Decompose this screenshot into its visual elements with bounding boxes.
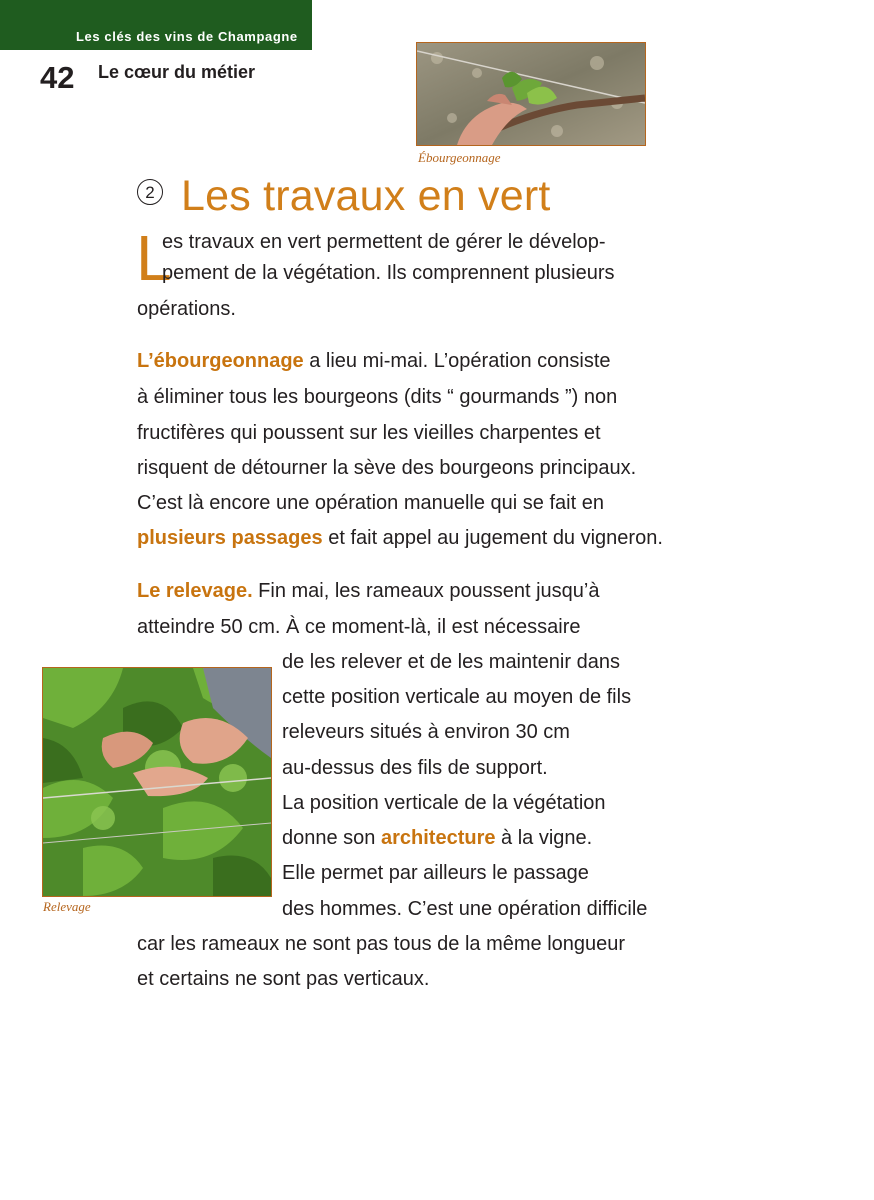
intro-line-3: opérations.	[137, 298, 236, 320]
ebourgeonnage-caption: Ébourgeonnage	[418, 150, 501, 165]
p2-line-6	[137, 521, 663, 556]
p2-line-5: C’est là encore une opération manuelle qui se fait en	[137, 492, 604, 514]
ebourgeonnage-photo	[416, 42, 646, 146]
term-ebourgeonnage: L’ébourgeonnage	[137, 350, 304, 372]
p3-line-8-pre: donne son	[282, 827, 381, 849]
section-title: Le cœur du métier	[98, 62, 256, 82]
p2-line-3: fructifères qui poussent sur les vieilles charpentes et	[137, 422, 601, 444]
p2-line-4: risquent de détourner la sève des bourgeons principaux.	[137, 457, 637, 479]
p3-line-3: de les relever et de les maintenir dans	[282, 651, 620, 673]
term-relevage: Le relevage.	[137, 580, 253, 602]
p3-line-9: Elle permet par ailleurs le passage	[282, 862, 589, 884]
book-title: Les clés des vins de Champagne	[76, 29, 298, 44]
article-title: Les travaux en vert	[181, 172, 551, 220]
p2-line-1-text: a lieu mi-mai. L’opération consiste	[303, 350, 611, 372]
p3-line-5: releveurs situés à environ 30 cm	[282, 721, 570, 743]
header-band	[0, 0, 312, 50]
p3-line-11: car les rameaux ne sont pas tous de la même longueur	[137, 933, 626, 955]
p3-line-1-text: Fin mai, les rameaux poussent jusqu’à	[252, 580, 600, 602]
term-architecture: architecture	[380, 827, 496, 849]
p3-line-8	[282, 821, 592, 856]
p3-line-4: cette position verticale au moyen de fils	[282, 686, 632, 708]
p3-line-10: des hommes. C’est une opération difficile	[282, 898, 648, 920]
relevage-photo	[42, 667, 272, 897]
p2-line-2: à éliminer tous les bourgeons (dits “ gourmands ”) non	[137, 386, 618, 408]
p2-line-1	[137, 344, 611, 379]
p2-line-6-text: et fait appel au jugement du vigneron.	[322, 527, 663, 549]
intro-line-2: pement de la végétation. Ils comprennent plusieurs	[162, 262, 615, 284]
p3-line-2: atteindre 50 cm. À ce moment-là, il est nécessaire	[137, 616, 581, 638]
p3-line-7: La position verticale de la végétation	[282, 792, 606, 814]
page-number: 42	[40, 60, 75, 95]
p3-line-12: et certains ne sont pas verticaux.	[137, 968, 430, 990]
relevage-caption: Relevage	[43, 899, 91, 914]
drop-cap: L	[136, 222, 172, 294]
intro-line-1: es travaux en vert permettent de gérer le dévelop-	[162, 231, 606, 253]
p3-line-1	[137, 574, 599, 609]
section-number-badge: 2	[137, 179, 163, 205]
p3-line-8-rest: à la vigne.	[495, 827, 593, 849]
p3-line-6: au-dessus des fils de support.	[282, 757, 548, 779]
term-plusieurs-passages: plusieurs passages	[137, 527, 323, 549]
